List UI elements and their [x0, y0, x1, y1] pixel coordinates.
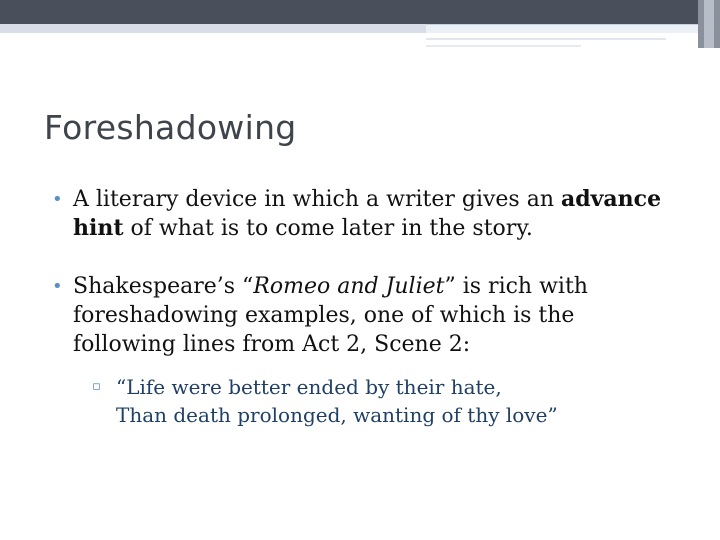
bullet-text-post: ” is rich with foreshadowing examples, one of which is the following lines from Act 2, Scene 2: — [73, 274, 588, 357]
play-title: Romeo and Juliet — [253, 274, 445, 299]
header-bar — [0, 0, 720, 24]
header-rule-short — [426, 45, 581, 47]
quote-line-2: Than death prolonged, wanting of thy love” — [116, 403, 558, 427]
bullet-text-bold: advance hint — [73, 186, 662, 241]
slide-body — [52, 185, 672, 429]
bullet-text-post: of what is to come later in the story. — [123, 216, 533, 241]
bullet-item-example — [52, 272, 672, 429]
bullet-icon: • — [52, 189, 63, 210]
header-accent-left — [0, 24, 426, 33]
quote-line-1: “Life were better ended by their hate, — [116, 375, 502, 399]
bullet-icon: • — [52, 276, 63, 297]
header-accent-right — [426, 24, 698, 33]
bullet-text-pre: Shakespeare’s “ — [73, 274, 254, 299]
bullet-text-pre: A literary device in which a writer gives an — [73, 187, 561, 212]
header-corner-inner — [704, 0, 714, 48]
bullet-item-definition — [52, 185, 672, 243]
quote-sub-bullet — [92, 373, 672, 429]
square-bullet-icon: ▫ — [92, 379, 101, 394]
header-rule — [426, 38, 666, 40]
slide-title: Foreshadowing — [44, 108, 297, 147]
